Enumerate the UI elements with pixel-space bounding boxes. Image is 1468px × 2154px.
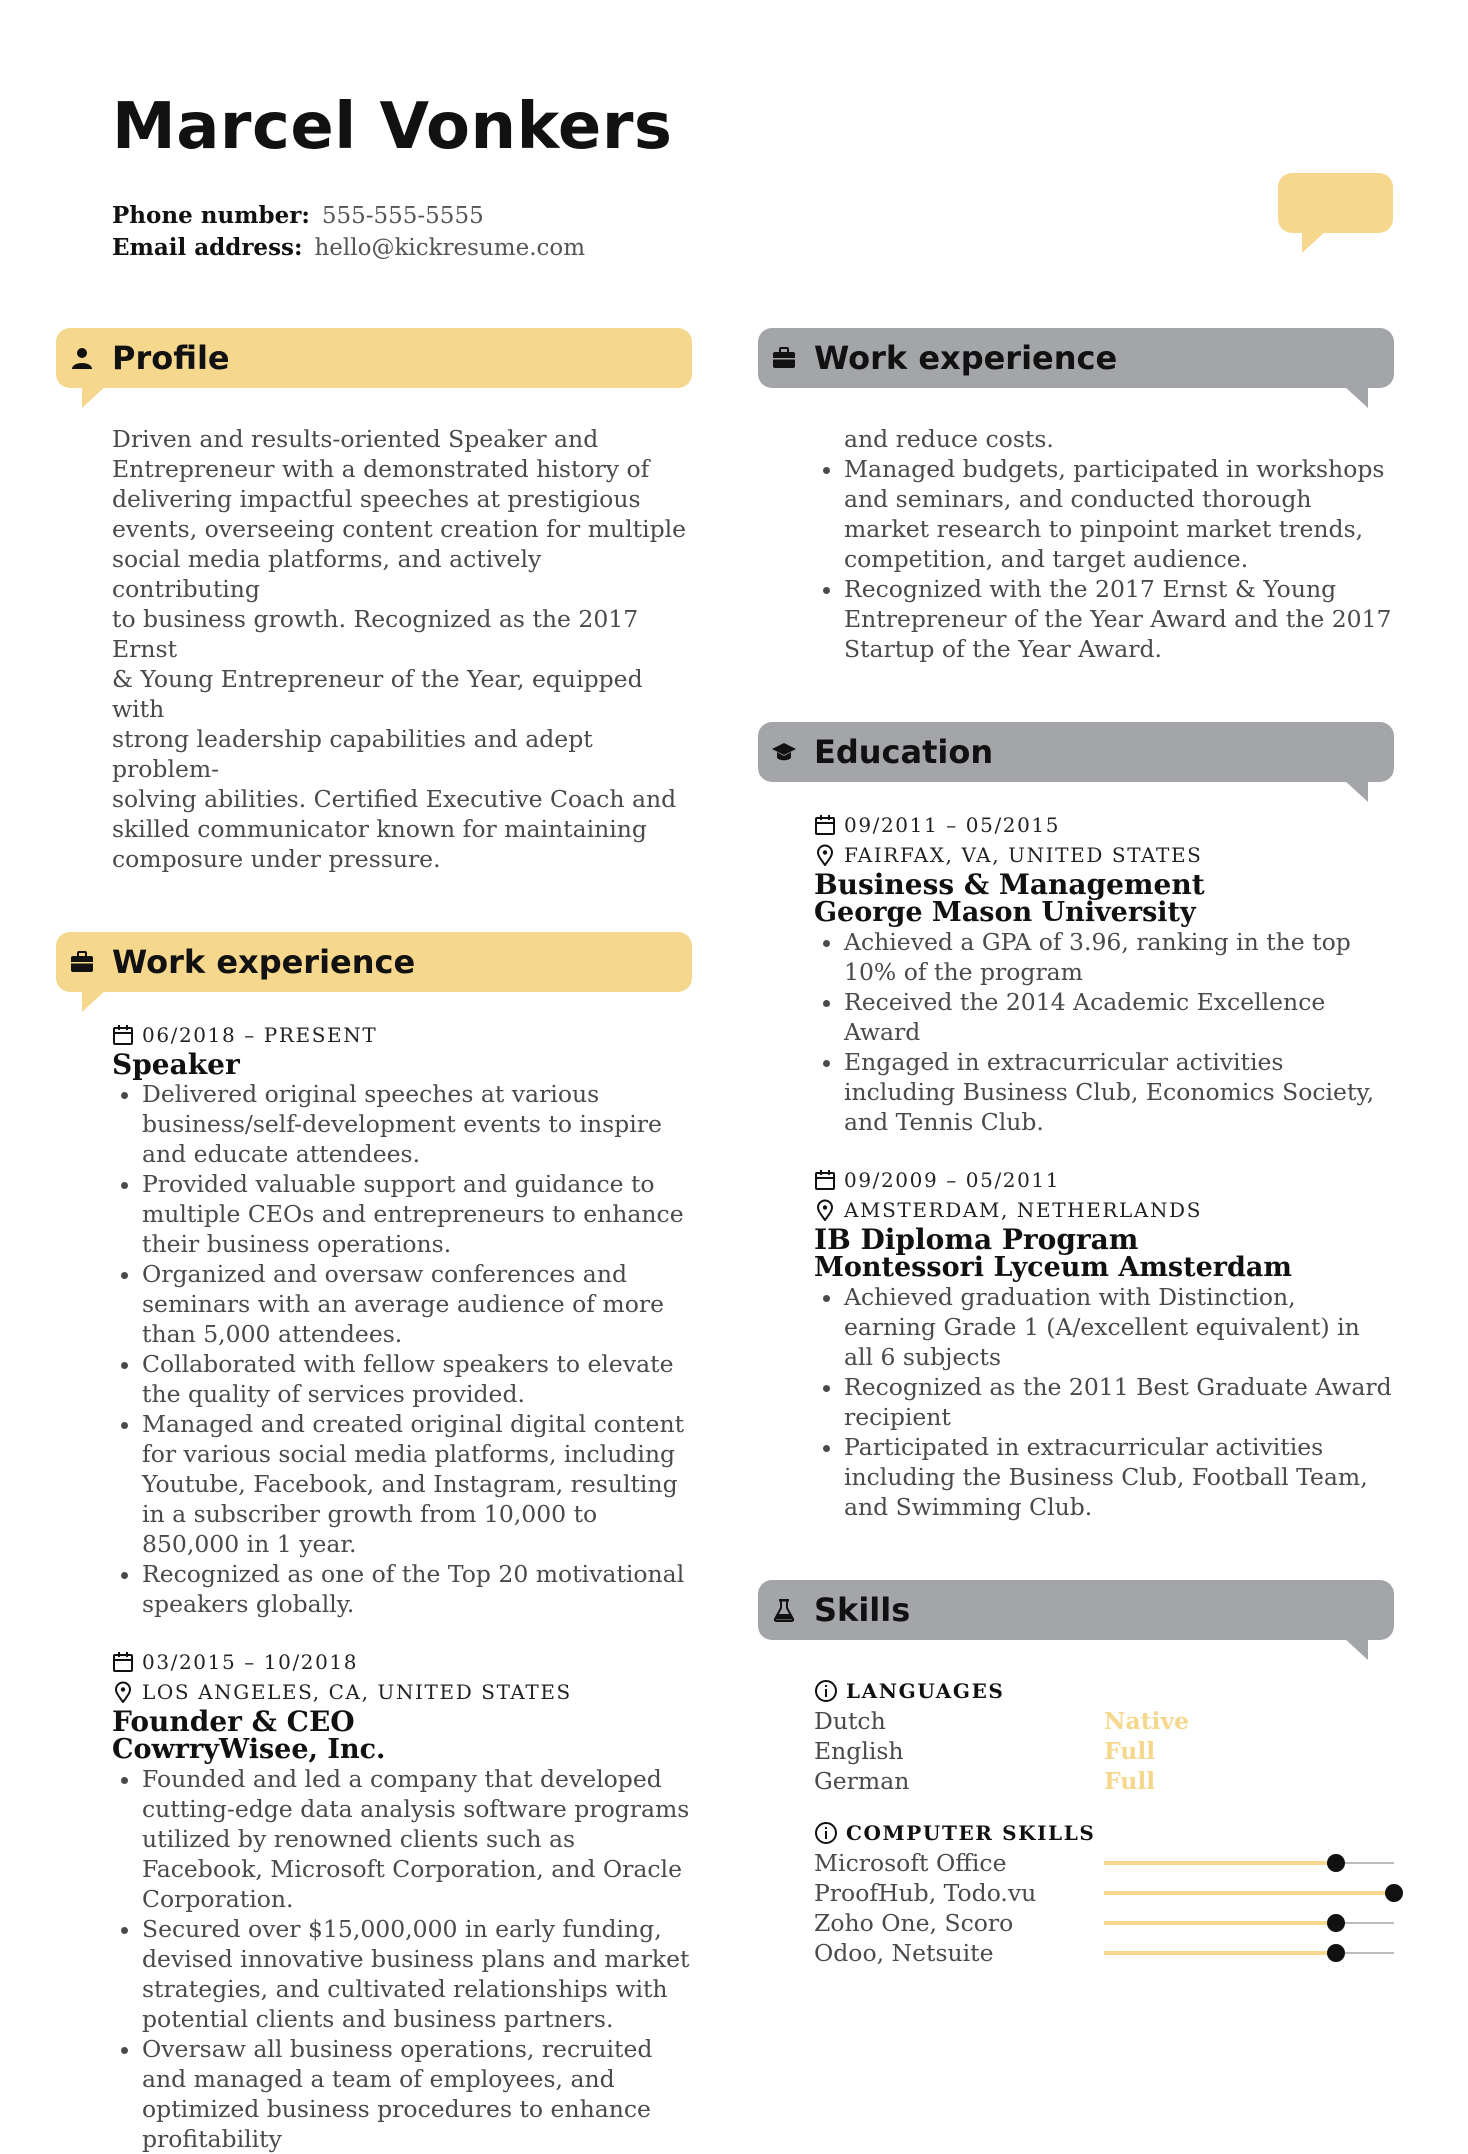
work-title: Work experience <box>112 943 416 981</box>
work-continued-section-header <box>758 328 1394 388</box>
list-item: • Engaged in extracurricular activities including Business Club, Economics Society, and Tennis Club. <box>844 1047 1394 1137</box>
phone-label: Phone number: <box>112 202 310 229</box>
briefcase-icon <box>772 346 796 370</box>
job-entry <box>112 1647 692 2154</box>
continued-text: and reduce costs. <box>844 425 1054 453</box>
calendar-icon <box>112 1024 134 1046</box>
skill-name: ProofHub, Todo.vu <box>814 1879 1037 1907</box>
contact-block <box>112 200 585 264</box>
education-location: FAIRFAX, VA, UNITED STATES <box>814 840 1394 870</box>
education-school: George Mason University <box>814 897 1196 928</box>
education-degree: Business & Management <box>814 868 1205 901</box>
education-section-header <box>758 722 1394 782</box>
skill-level-knob <box>1385 1884 1403 1902</box>
education-entry <box>814 810 1394 1137</box>
job-role: Speaker <box>112 1048 240 1081</box>
skill-level-bar <box>1104 1942 1394 1964</box>
list-item: • Recognized as one of the Top 20 motivational speakers globally. <box>142 1559 692 1619</box>
skill-level-knob <box>1327 1944 1345 1962</box>
list-item: • Received the 2014 Academic Excellence Award <box>844 987 1394 1047</box>
skill-level-bar <box>1104 1882 1394 1904</box>
language-name: Dutch <box>814 1707 886 1735</box>
skill-level-knob <box>1327 1854 1345 1872</box>
job-bullets <box>112 1079 692 1619</box>
job-role: Founder & CEO <box>112 1705 355 1738</box>
list-item: • Participated in extracurricular activities including the Business Club, Football Team, and Swimming Club. <box>844 1432 1394 1522</box>
skills-section-header <box>758 1580 1394 1640</box>
profile-section-header <box>56 328 692 388</box>
job-bullets <box>814 454 1394 664</box>
work-continued-body <box>758 388 1394 664</box>
language-level: Full <box>1104 1737 1156 1765</box>
skill-level-bar <box>1104 1912 1394 1934</box>
education-dates: 09/2011 – 05/2015 <box>814 810 1394 840</box>
computer-skill-row <box>814 1938 1394 1968</box>
education-dates: 09/2009 – 05/2011 <box>814 1165 1394 1195</box>
calendar-icon <box>814 814 836 836</box>
work-section-header <box>56 932 692 992</box>
right-column <box>758 328 1394 1968</box>
job-dates: 03/2015 – 10/2018 <box>112 1647 692 1677</box>
person-icon <box>70 346 94 370</box>
phone-value: 555-555-5555 <box>321 203 484 229</box>
education-body <box>758 782 1394 1522</box>
graduation-cap-icon <box>772 740 796 764</box>
skill-name: Odoo, Netsuite <box>814 1939 994 1967</box>
work-continued-title: Work experience <box>814 339 1118 377</box>
education-location: AMSTERDAM, NETHERLANDS <box>814 1195 1394 1225</box>
speech-bubble-decoration <box>1278 173 1393 233</box>
skill-name: Zoho One, Scoro <box>814 1909 1014 1937</box>
job-company: CowrryWisee, Inc. <box>112 1734 386 1765</box>
list-item: • Founded and led a company that developed cutting-edge data analysis software programs utilized by renowned clients such as Facebook, Microsoft Corporation, and Oracle Corporation. <box>142 1764 692 1914</box>
education-entry <box>814 1165 1394 1522</box>
job-bullets <box>112 1764 692 2154</box>
language-row <box>814 1736 1394 1766</box>
email-label: Email address: <box>112 234 303 261</box>
list-item: • Managed budgets, participated in workshops and seminars, and conducted thorough market research to pinpoint market trends, competition, and target audience. <box>844 454 1394 574</box>
skill-level-knob <box>1327 1914 1345 1932</box>
calendar-icon <box>814 1169 836 1191</box>
location-pin-icon <box>112 1681 134 1703</box>
list-item: • Achieved a GPA of 3.96, ranking in the top 10% of the program <box>844 927 1394 987</box>
profile-body <box>56 388 692 874</box>
list-item: • Managed and created original digital content for various social media platforms, including Youtube, Facebook, and Instagram, resulting in a subscriber growth from 10,000 to 850,000 in 1 year. <box>142 1409 692 1559</box>
job-location: LOS ANGELES, CA, UNITED STATES <box>112 1677 692 1707</box>
list-item: • Collaborated with fellow speakers to elevate the quality of services provided. <box>142 1349 692 1409</box>
computer-skill-row <box>814 1848 1394 1878</box>
education-title: Education <box>814 733 994 771</box>
email-row <box>112 232 585 264</box>
briefcase-icon <box>70 950 94 974</box>
skills-body <box>758 1640 1394 1968</box>
list-item: • Recognized with the 2017 Ernst & Young Entrepreneur of the Year Award and the 2017 Startup of the Year Award. <box>844 574 1394 664</box>
email-value: hello@kickresume.com <box>314 235 586 261</box>
work-body <box>56 992 692 2154</box>
skill-level-bar <box>1104 1852 1394 1874</box>
education-degree: IB Diploma Program <box>814 1223 1139 1256</box>
location-pin-icon <box>814 844 836 866</box>
list-item: • Recognized as the 2011 Best Graduate Award recipient <box>844 1372 1394 1432</box>
flask-icon <box>772 1598 796 1622</box>
language-level: Native <box>1104 1707 1190 1735</box>
language-level: Full <box>1104 1767 1156 1795</box>
list-item: • Secured over $15,000,000 in early funding, devised innovative business plans and market strategies, and cultivated relationships with potential clients and business partners. <box>142 1914 692 2034</box>
info-icon <box>814 1679 838 1703</box>
list-item: • Provided valuable support and guidance to multiple CEOs and entrepreneurs to enhance their business operations. <box>142 1169 692 1259</box>
language-row <box>814 1766 1394 1796</box>
list-item: • Oversaw all business operations, recruited and managed a team of employees, and optimized business procedures to enhance profitability <box>142 2034 692 2154</box>
info-icon <box>814 1821 838 1845</box>
education-school: Montessori Lyceum Amsterdam <box>814 1252 1292 1283</box>
list-item: • Organized and oversaw conferences and seminars with an average audience of more than 5,000 attendees. <box>142 1259 692 1349</box>
education-bullets <box>814 1282 1394 1522</box>
education-bullets <box>814 927 1394 1137</box>
phone-row <box>112 200 585 232</box>
list-item: • Achieved graduation with Distinction, earning Grade 1 (A/excellent equivalent) in all 6 subjects <box>844 1282 1394 1372</box>
profile-text: Driven and results-oriented Speaker and Entrepreneur with a demonstrated history of delivering impactful speeches at prestigious events, overseeing content creation for multiple social media platforms, and actively contributing to business growth. Recognized as the 2017 Ernst & Young Entrepreneur of the Year, equipped with strong leadership capabilities and adept problem- solving abilities. Certified Executive Coach and skilled communicator known for maintaining composure under pressure. <box>112 425 687 873</box>
candidate-name: Marcel Vonkers <box>112 90 673 164</box>
profile-title: Profile <box>112 339 230 377</box>
calendar-icon <box>112 1651 134 1673</box>
languages-label: LANGUAGES <box>814 1676 1394 1706</box>
language-name: German <box>814 1767 910 1795</box>
job-dates: 06/2018 – PRESENT <box>112 1020 692 1050</box>
computer-skill-row <box>814 1878 1394 1908</box>
location-pin-icon <box>814 1199 836 1221</box>
language-row <box>814 1706 1394 1736</box>
skills-title: Skills <box>814 1591 911 1629</box>
computer-skills-label: COMPUTER SKILLS <box>814 1818 1394 1848</box>
left-column <box>56 328 692 2154</box>
job-entry <box>112 1020 692 1619</box>
language-name: English <box>814 1737 904 1765</box>
computer-skill-row <box>814 1908 1394 1938</box>
list-item: • Delivered original speeches at various business/self-development events to inspire and educate attendees. <box>142 1079 692 1169</box>
skill-name: Microsoft Office <box>814 1849 1007 1877</box>
